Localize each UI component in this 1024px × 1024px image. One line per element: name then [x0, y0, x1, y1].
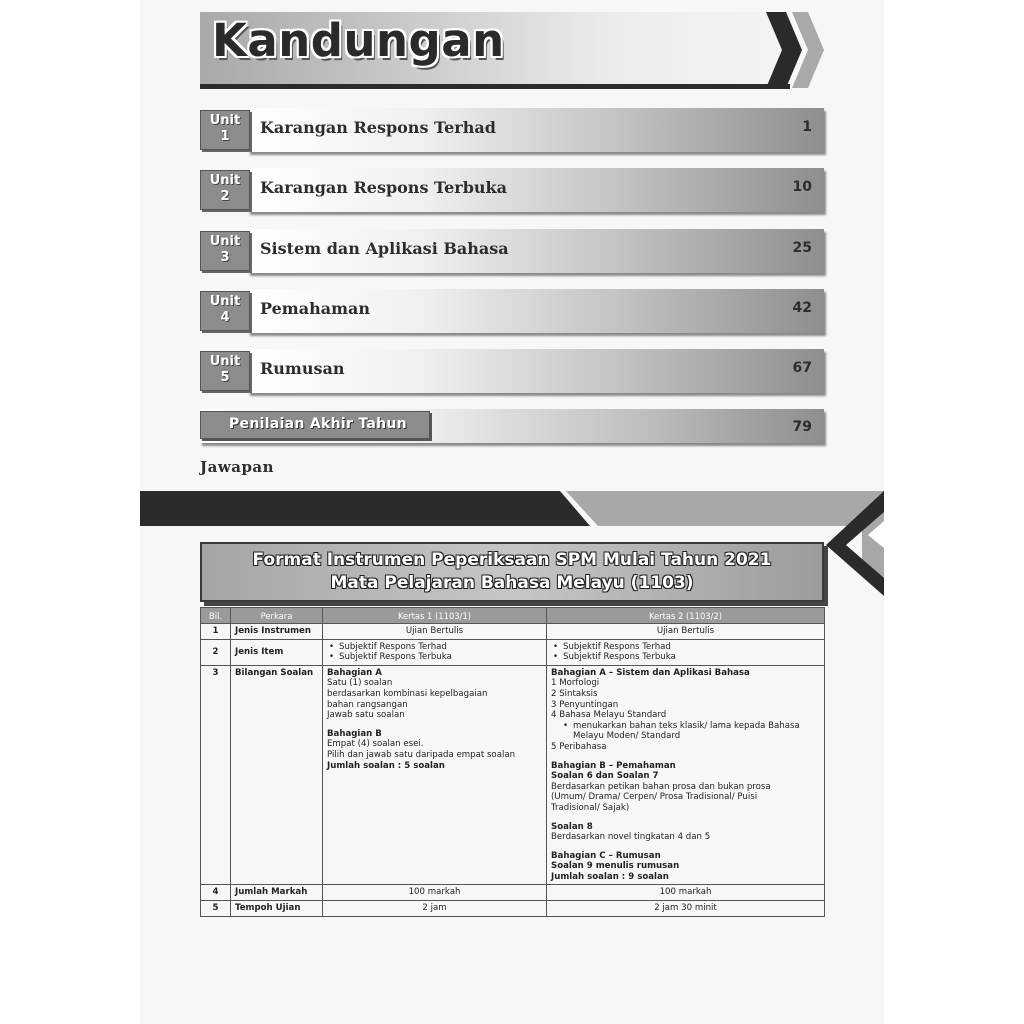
format-table — [200, 607, 825, 917]
section-title: Bahagian A — [327, 667, 382, 678]
unit-word: Unit — [209, 173, 241, 188]
row-number: 1 — [201, 624, 231, 640]
paper1-cell: Ujian Bertulis — [323, 624, 547, 640]
unit-word: Unit — [209, 113, 241, 128]
total-questions: Jumlah soalan : 9 soalan — [551, 871, 669, 882]
page-title: Kandungan — [212, 14, 505, 67]
row-number: 2 — [201, 639, 231, 665]
format-title-line2: Mata Pelajaran Bahasa Melayu (1103) — [330, 573, 694, 593]
section-title: Bahagian B — [327, 728, 382, 739]
text-line: Satu (1) soalan — [327, 678, 393, 689]
assessment-page: 79 — [792, 419, 812, 435]
text-line: bahan rangsangan — [327, 699, 408, 710]
text-line: Melayu Moden/ Standard — [573, 731, 681, 742]
paper1-cell — [323, 665, 547, 885]
contents-item-page: 67 — [792, 360, 812, 376]
text-line: Tradisional/ Sajak) — [551, 802, 630, 813]
contents-item-page: 10 — [792, 179, 812, 195]
section-subtitle: Soalan 9 menulis rumusan — [551, 861, 680, 872]
paper1-cell: 100 markah — [323, 885, 547, 901]
text-line: 4 Bahasa Melayu Standard — [551, 710, 667, 721]
section-subtitle: Soalan 6 dan Soalan 7 — [551, 771, 659, 782]
assessment-label: Penilaian Akhir Tahun — [229, 416, 407, 432]
list-item: • Subjektif Respons Terhad — [339, 642, 542, 653]
table-header: Kertas 1 (1103/1) — [323, 608, 547, 624]
text-line: 5 Peribahasa — [551, 741, 607, 752]
row-number: 4 — [201, 885, 231, 901]
paper2-cell — [547, 665, 825, 885]
row-number: 5 — [201, 901, 231, 917]
unit-number: 2 — [220, 189, 230, 204]
section-title: Bahagian C – Rumusan — [551, 850, 661, 861]
row-item: Jumlah Markah — [231, 885, 323, 901]
table-header: Kertas 2 (1103/2) — [547, 608, 825, 624]
row-item: Tempoh Ujian — [231, 901, 323, 917]
contents-item-label: Karangan Respons Terbuka — [260, 178, 507, 197]
row-item: Bilangan Soalan — [231, 665, 323, 885]
list-item: • Subjektif Respons Terbuka — [339, 652, 542, 663]
text-line: Empat (4) soalan esei. — [327, 739, 424, 750]
total-questions: Jumlah soalan : 5 soalan — [327, 760, 445, 771]
unit-word: Unit — [209, 294, 241, 309]
unit-number: 1 — [220, 129, 230, 144]
list-item: • Subjektif Respons Terbuka — [563, 652, 820, 663]
paper2-cell — [547, 639, 825, 665]
table-row — [201, 901, 825, 917]
unit-number: 4 — [220, 310, 230, 325]
unit-word: Unit — [209, 234, 241, 249]
unit-number: 3 — [220, 250, 230, 265]
paper1-cell — [323, 639, 547, 665]
contents-item-label: Sistem dan Aplikasi Bahasa — [260, 239, 509, 258]
text-line: Berdasarkan petikan bahan prosa dan bukan prosa — [551, 781, 771, 792]
text-line: Jawab satu soalan — [327, 710, 405, 721]
contents-item-page: 1 — [802, 119, 812, 135]
contents-item-label: Pemahaman — [260, 299, 371, 318]
format-heading-box — [200, 542, 824, 602]
text-line: (Umum/ Drama/ Cerpen/ Prosa Tradisional/ Puisi — [551, 792, 758, 803]
text-line: 2 Sintaksis — [551, 688, 598, 699]
format-title-line1: Format Instrumen Peperiksaan SPM Mulai Tahun 2021 — [252, 550, 772, 570]
unit-word: Unit — [209, 354, 241, 369]
section-title: Soalan 8 — [551, 821, 593, 832]
table-row — [201, 665, 825, 885]
contents-item-page: 42 — [792, 300, 812, 316]
contents-item-page: 25 — [792, 240, 812, 256]
text-line: berdasarkan kombinasi kepelbagaian — [327, 688, 488, 699]
list-item: • Subjektif Respons Terhad — [563, 642, 820, 653]
section-title: Bahagian A – Sistem dan Aplikasi Bahasa — [551, 667, 750, 678]
paper2-cell: 2 jam 30 minit — [547, 901, 825, 917]
answers-label[interactable]: Jawapan — [200, 458, 275, 476]
text-line: 1 Morfologi — [551, 678, 600, 689]
paper2-cell: 100 markah — [547, 885, 825, 901]
row-number: 3 — [201, 665, 231, 885]
text-line: Pilih dan jawab satu daripada empat soalan — [327, 749, 516, 760]
table-header: Bil. — [201, 608, 231, 624]
text-line: Berdasarkan novel tingkatan 4 dan 5 — [551, 832, 711, 843]
contents-item-label: Karangan Respons Terhad — [260, 118, 496, 137]
paper2-cell: Ujian Bertulis — [547, 624, 825, 640]
unit-number: 5 — [220, 370, 230, 385]
row-item: Jenis Instrumen — [231, 624, 323, 640]
table-row — [201, 885, 825, 901]
table-header: Perkara — [231, 608, 323, 624]
text-line: 3 Penyuntingan — [551, 699, 619, 710]
paper1-cell: 2 jam — [323, 901, 547, 917]
list-item: • menukarkan bahan teks klasik/ lama kepada Bahasa — [573, 721, 820, 732]
section-title: Bahagian B – Pemahaman — [551, 760, 676, 771]
table-row — [201, 639, 825, 665]
table-header-row — [201, 608, 825, 624]
row-item: Jenis Item — [231, 639, 323, 665]
contents-item-label: Rumusan — [260, 359, 345, 378]
table-row — [201, 624, 825, 640]
